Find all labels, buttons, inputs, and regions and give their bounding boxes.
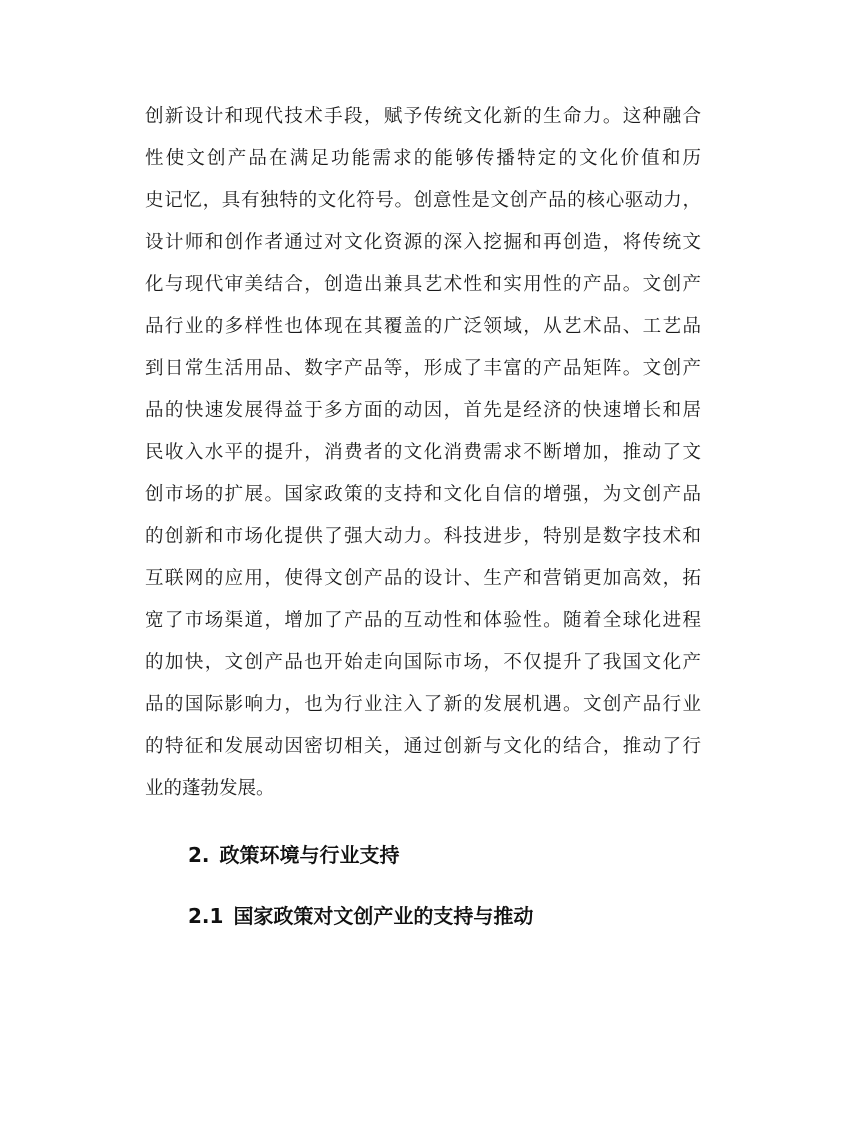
- paragraph-line: 设计师和创作者通过对文化资源的深入挖掘和再创造，将传统文: [145, 232, 701, 253]
- paragraph-line: 互联网的应用，使得文创产品的设计、生产和营销更加高效，拓: [145, 568, 701, 589]
- paragraph-line: 的特征和发展动因密切相关，通过创新与文化的结合，推动了行: [145, 736, 701, 757]
- paragraph-line: 宽了市场渠道，增加了产品的互动性和体验性。随着全球化进程: [145, 610, 701, 631]
- body-paragraph: [145, 96, 701, 810]
- section-number: 2.: [188, 843, 210, 867]
- subsection-number: 2.1: [188, 904, 224, 928]
- section-heading: [188, 841, 400, 869]
- paragraph-line: 业的蓬勃发展。: [145, 778, 275, 799]
- paragraph-line: 创市场的扩展。国家政策的支持和文化自信的增强，为文创产品: [145, 484, 701, 505]
- subsection-title: 国家政策对文创产业的支持与推动: [233, 904, 534, 928]
- paragraph-line: 民收入水平的提升，消费者的文化消费需求不断增加，推动了文: [145, 442, 701, 463]
- paragraph-line: 到日常生活用品、数字产品等，形成了丰富的产品矩阵。文创产: [145, 358, 701, 379]
- paragraph-line: 创新设计和现代技术手段，赋予传统文化新的生命力。这种融合: [145, 106, 701, 127]
- paragraph-line: 的加快，文创产品也开始走向国际市场，不仅提升了我国文化产: [145, 652, 701, 673]
- paragraph-line: 性使文创产品在满足功能需求的能够传播特定的文化价值和历: [145, 148, 701, 169]
- paragraph-line: 史记忆，具有独特的文化符号。创意性是文创产品的核心驱动力，: [145, 190, 701, 211]
- paragraph-line: 的创新和市场化提供了强大动力。科技进步，特别是数字技术和: [145, 526, 701, 547]
- paragraph-line: 品行业的多样性也体现在其覆盖的广泛领域，从艺术品、工艺品: [145, 316, 701, 337]
- subsection-heading: [188, 902, 533, 930]
- section-title: 政策环境与行业支持: [219, 843, 400, 867]
- paragraph-line: 品的国际影响力，也为行业注入了新的发展机遇。文创产品行业: [145, 694, 701, 715]
- paragraph-line: 品的快速发展得益于多方面的动因，首先是经济的快速增长和居: [145, 400, 701, 421]
- paragraph-line: 化与现代审美结合，创造出兼具艺术性和实用性的产品。文创产: [145, 274, 701, 295]
